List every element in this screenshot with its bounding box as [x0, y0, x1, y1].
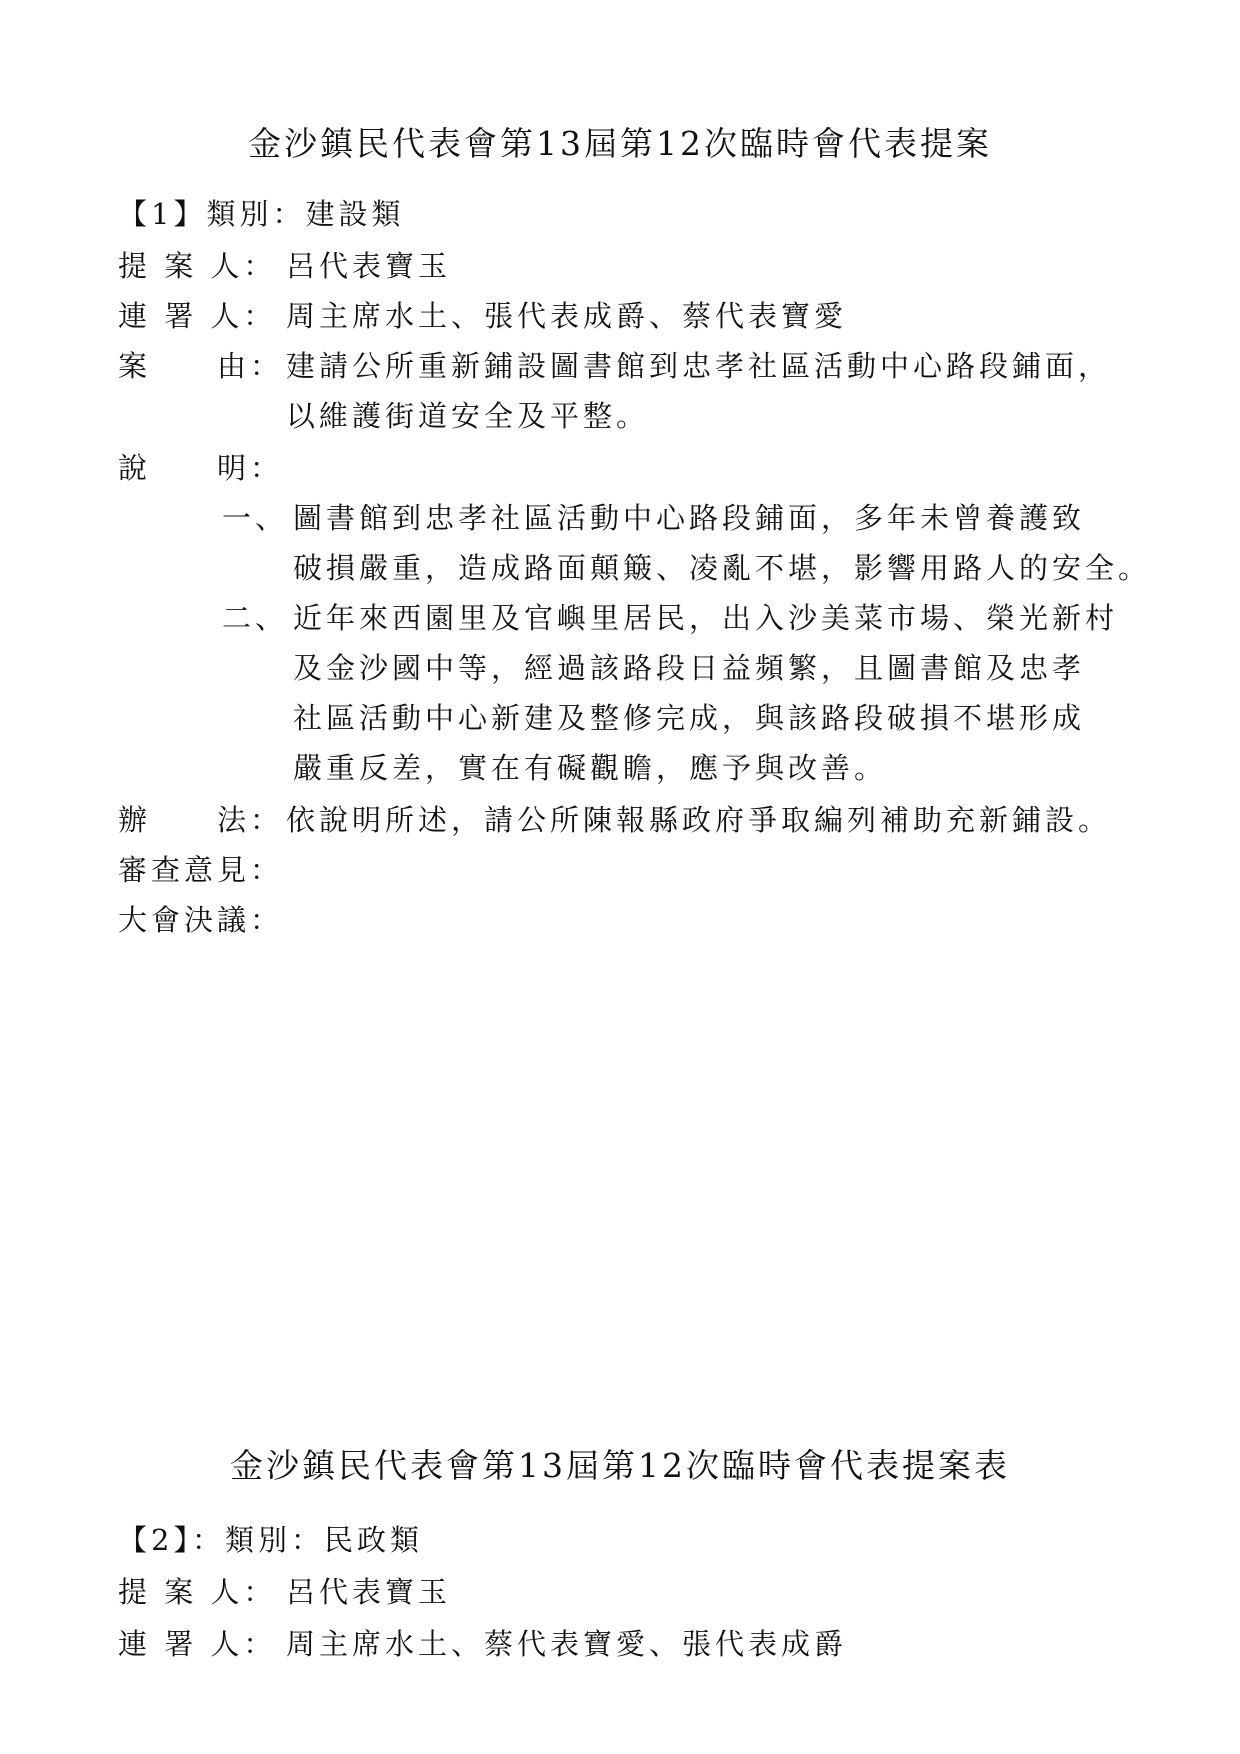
- proposal-1-cosigners-value: 周主席水土、張代表成爵、蔡代表寶愛: [286, 299, 848, 333]
- proposal-1-method-label: 辦 法：: [118, 803, 284, 837]
- proposal-2-proposer-value: 呂代表寶玉: [286, 1575, 452, 1609]
- explanation-item-2-line-3: 社區活動中心新建及整修完成，與該路段破損不堪形成: [293, 701, 1086, 735]
- proposal-1-title: 金沙鎮民代表會第13屆第12次臨時會代表提案: [248, 124, 992, 163]
- proposal-1-review-label: 審查意見：: [118, 853, 284, 887]
- proposal-2-title: 金沙鎮民代表會第13屆第12次臨時會代表提案表: [230, 1446, 1010, 1485]
- proposal-1-reason-label: 案 由：: [118, 349, 284, 383]
- proposal-1-resolution-label: 大會決議：: [118, 903, 284, 937]
- explanation-item-1-line-2: 破損嚴重，造成路面顛簸、凌亂不堪，影響用路人的安全。: [293, 551, 1152, 585]
- proposal-2-cosigners-label: 連 署 人：: [118, 1627, 277, 1661]
- proposal-1-cosigners-label: 連 署 人：: [118, 299, 277, 333]
- proposal-2-category: 【2】：類別：民政類: [118, 1523, 423, 1557]
- explanation-item-2-line-1: 近年來西園里及官嶼里居民，出入沙美菜市場、榮光新村: [293, 601, 1119, 635]
- explanation-item-1-line-1: 圖書館到忠孝社區活動中心路段鋪面，多年未曾養護致: [293, 501, 1086, 535]
- proposal-1-reason-line-1: 建請公所重新鋪設圖書館到忠孝社區活動中心路段鋪面，: [286, 349, 1112, 383]
- proposal-1-category: 【1】類別：建設類: [118, 197, 405, 231]
- proposal-1-proposer-value: 呂代表寶玉: [286, 249, 452, 283]
- explanation-item-2-marker: 二、: [222, 601, 289, 635]
- proposal-1-method-value: 依說明所述，請公所陳報縣政府爭取編列補助充新鋪設。: [286, 803, 1112, 837]
- explanation-item-2-line-4: 嚴重反差，實在有礙觀瞻，應予與改善。: [293, 751, 888, 785]
- proposal-2-proposer-label: 提 案 人：: [118, 1575, 277, 1609]
- proposal-2-cosigners-value: 周主席水土、蔡代表寶愛、張代表成爵: [286, 1627, 848, 1661]
- proposal-1-explanation-label: 說 明：: [118, 451, 284, 485]
- explanation-item-2-line-2: 及金沙國中等，經過該路段日益頻繁，且圖書館及忠孝: [293, 651, 1086, 685]
- proposal-1-proposer-label: 提 案 人：: [118, 249, 277, 283]
- proposal-1-reason-line-2: 以維護街道安全及平整。: [286, 399, 650, 433]
- explanation-item-1-marker: 一、: [222, 501, 289, 535]
